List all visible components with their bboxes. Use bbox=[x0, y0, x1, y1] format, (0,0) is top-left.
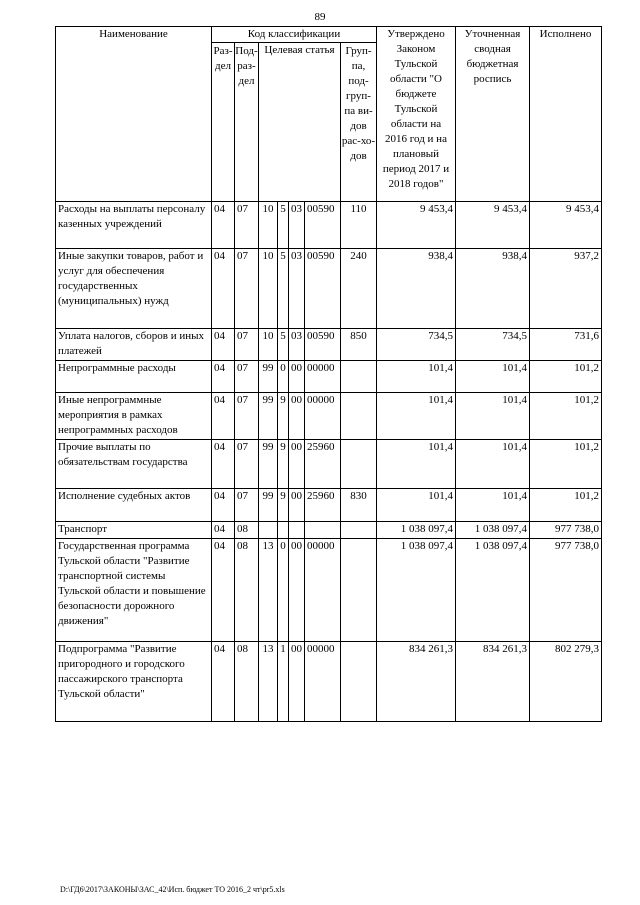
row-refined: 101,4 bbox=[456, 440, 530, 489]
row-target-subprogram bbox=[278, 522, 289, 539]
row-target-program: 13 bbox=[259, 642, 278, 722]
row-executed: 977 738,0 bbox=[530, 539, 602, 642]
col-header-executed: Исполнено bbox=[530, 27, 602, 202]
row-refined: 101,4 bbox=[456, 361, 530, 393]
table-row bbox=[56, 539, 602, 642]
table-row bbox=[56, 202, 602, 249]
row-approved: 1 038 097,4 bbox=[377, 522, 456, 539]
col-header-target-article: Целевая статья bbox=[259, 43, 341, 202]
row-executed: 101,2 bbox=[530, 440, 602, 489]
row-subsection: 07 bbox=[235, 249, 259, 329]
row-target-event: 03 bbox=[289, 329, 305, 361]
row-section: 04 bbox=[212, 642, 235, 722]
row-subsection: 08 bbox=[235, 539, 259, 642]
row-name: Непрограммные расходы bbox=[56, 361, 212, 393]
row-expense-group bbox=[341, 539, 377, 642]
row-subsection: 07 bbox=[235, 440, 259, 489]
row-expense-group: 850 bbox=[341, 329, 377, 361]
row-target-direction: 25960 bbox=[305, 489, 341, 522]
row-target-direction bbox=[305, 522, 341, 539]
row-section: 04 bbox=[212, 202, 235, 249]
table-row bbox=[56, 393, 602, 440]
row-expense-group: 240 bbox=[341, 249, 377, 329]
row-name: Расходы на выплаты персоналу казенных учреждений bbox=[56, 202, 212, 249]
row-expense-group: 110 bbox=[341, 202, 377, 249]
row-target-direction: 00590 bbox=[305, 202, 341, 249]
row-target-subprogram: 5 bbox=[278, 249, 289, 329]
row-section: 04 bbox=[212, 329, 235, 361]
row-section: 04 bbox=[212, 539, 235, 642]
row-approved: 101,4 bbox=[377, 489, 456, 522]
row-executed: 101,2 bbox=[530, 393, 602, 440]
row-subsection: 07 bbox=[235, 329, 259, 361]
row-target-program bbox=[259, 522, 278, 539]
row-target-event: 00 bbox=[289, 489, 305, 522]
budget-table bbox=[55, 26, 602, 722]
col-header-section: Раз-дел bbox=[212, 43, 235, 202]
row-refined: 938,4 bbox=[456, 249, 530, 329]
row-name: Транспорт bbox=[56, 522, 212, 539]
row-executed: 731,6 bbox=[530, 329, 602, 361]
row-target-subprogram: 1 bbox=[278, 642, 289, 722]
table-row bbox=[56, 440, 602, 489]
row-section: 04 bbox=[212, 489, 235, 522]
row-approved: 9 453,4 bbox=[377, 202, 456, 249]
table-row bbox=[56, 329, 602, 361]
row-approved: 101,4 bbox=[377, 393, 456, 440]
row-executed: 937,2 bbox=[530, 249, 602, 329]
row-executed: 802 279,3 bbox=[530, 642, 602, 722]
row-name: Подпрограмма "Развитие пригородного и городского пассажирского транспорта Тульской области" bbox=[56, 642, 212, 722]
row-subsection: 07 bbox=[235, 393, 259, 440]
row-name: Иные непрограммные мероприятия в рамках непрограммных расходов bbox=[56, 393, 212, 440]
row-target-event: 00 bbox=[289, 642, 305, 722]
table-row bbox=[56, 522, 602, 539]
row-expense-group bbox=[341, 361, 377, 393]
row-target-program: 99 bbox=[259, 489, 278, 522]
row-refined: 1 038 097,4 bbox=[456, 522, 530, 539]
row-refined: 734,5 bbox=[456, 329, 530, 361]
col-header-refined: Уточненная сводная бюджетная роспись bbox=[456, 27, 530, 202]
row-executed: 977 738,0 bbox=[530, 522, 602, 539]
row-approved: 734,5 bbox=[377, 329, 456, 361]
row-executed: 101,2 bbox=[530, 361, 602, 393]
row-target-subprogram: 9 bbox=[278, 440, 289, 489]
page-number: 89 bbox=[314, 11, 326, 23]
row-section: 04 bbox=[212, 393, 235, 440]
row-approved: 101,4 bbox=[377, 361, 456, 393]
row-target-event: 03 bbox=[289, 249, 305, 329]
row-expense-group bbox=[341, 642, 377, 722]
row-refined: 1 038 097,4 bbox=[456, 539, 530, 642]
table-row bbox=[56, 642, 602, 722]
row-target-subprogram: 0 bbox=[278, 539, 289, 642]
row-target-program: 99 bbox=[259, 393, 278, 440]
row-subsection: 07 bbox=[235, 202, 259, 249]
row-approved: 1 038 097,4 bbox=[377, 539, 456, 642]
row-expense-group bbox=[341, 393, 377, 440]
row-target-subprogram: 5 bbox=[278, 329, 289, 361]
col-header-approved: Утверждено Законом Тульской области "О бюджете Тульской области на 2016 год и на плановый период 2017 и 2018 годов" bbox=[377, 27, 456, 202]
row-target-event bbox=[289, 522, 305, 539]
row-target-direction: 00000 bbox=[305, 642, 341, 722]
row-name: Исполнение судебных актов bbox=[56, 489, 212, 522]
row-target-subprogram: 5 bbox=[278, 202, 289, 249]
table-row bbox=[56, 361, 602, 393]
row-refined: 9 453,4 bbox=[456, 202, 530, 249]
col-header-expense-group: Груп-па, под-груп-па ви-дов рас-хо-дов bbox=[341, 43, 377, 202]
row-refined: 101,4 bbox=[456, 393, 530, 440]
row-approved: 938,4 bbox=[377, 249, 456, 329]
table-row bbox=[56, 489, 602, 522]
col-header-subsection: Под-раз-дел bbox=[235, 43, 259, 202]
row-target-event: 00 bbox=[289, 393, 305, 440]
row-section: 04 bbox=[212, 249, 235, 329]
row-subsection: 08 bbox=[235, 642, 259, 722]
row-name: Прочие выплаты по обязательствам государства bbox=[56, 440, 212, 489]
row-target-direction: 00590 bbox=[305, 249, 341, 329]
col-header-name: Наименование bbox=[56, 27, 212, 202]
row-subsection: 08 bbox=[235, 522, 259, 539]
row-target-program: 10 bbox=[259, 202, 278, 249]
row-target-direction: 00000 bbox=[305, 361, 341, 393]
row-target-event: 00 bbox=[289, 440, 305, 489]
row-subsection: 07 bbox=[235, 489, 259, 522]
row-target-direction: 00000 bbox=[305, 393, 341, 440]
row-target-program: 99 bbox=[259, 440, 278, 489]
row-target-event: 00 bbox=[289, 361, 305, 393]
row-section: 04 bbox=[212, 440, 235, 489]
row-target-direction: 25960 bbox=[305, 440, 341, 489]
row-target-program: 13 bbox=[259, 539, 278, 642]
row-expense-group: 830 bbox=[341, 489, 377, 522]
row-refined: 834 261,3 bbox=[456, 642, 530, 722]
row-target-program: 99 bbox=[259, 361, 278, 393]
table-row bbox=[56, 249, 602, 329]
row-target-direction: 00000 bbox=[305, 539, 341, 642]
row-target-program: 10 bbox=[259, 249, 278, 329]
row-section: 04 bbox=[212, 361, 235, 393]
row-target-subprogram: 0 bbox=[278, 361, 289, 393]
row-name: Уплата налогов, сборов и иных платежей bbox=[56, 329, 212, 361]
row-target-event: 00 bbox=[289, 539, 305, 642]
row-target-subprogram: 9 bbox=[278, 393, 289, 440]
row-expense-group bbox=[341, 522, 377, 539]
row-executed: 101,2 bbox=[530, 489, 602, 522]
row-subsection: 07 bbox=[235, 361, 259, 393]
row-target-direction: 00590 bbox=[305, 329, 341, 361]
row-approved: 101,4 bbox=[377, 440, 456, 489]
row-name: Государственная программа Тульской области "Развитие транспортной системы Тульской области и повышение безопасности дорожного движения" bbox=[56, 539, 212, 642]
row-target-subprogram: 9 bbox=[278, 489, 289, 522]
row-target-event: 03 bbox=[289, 202, 305, 249]
row-executed: 9 453,4 bbox=[530, 202, 602, 249]
file-path-footer: D:\ГД6\2017\ЗАКОНЫ\ЗАС_42\Исп. бюджет ТО 2016_2 чт\pr5.xls bbox=[60, 885, 285, 894]
row-expense-group bbox=[341, 440, 377, 489]
row-name: Иные закупки товаров, работ и услуг для обеспечения государственных (муниципальных) нужд bbox=[56, 249, 212, 329]
row-approved: 834 261,3 bbox=[377, 642, 456, 722]
row-refined: 101,4 bbox=[456, 489, 530, 522]
col-header-code-group: Код классификации bbox=[212, 27, 377, 43]
row-target-program: 10 bbox=[259, 329, 278, 361]
row-section: 04 bbox=[212, 522, 235, 539]
